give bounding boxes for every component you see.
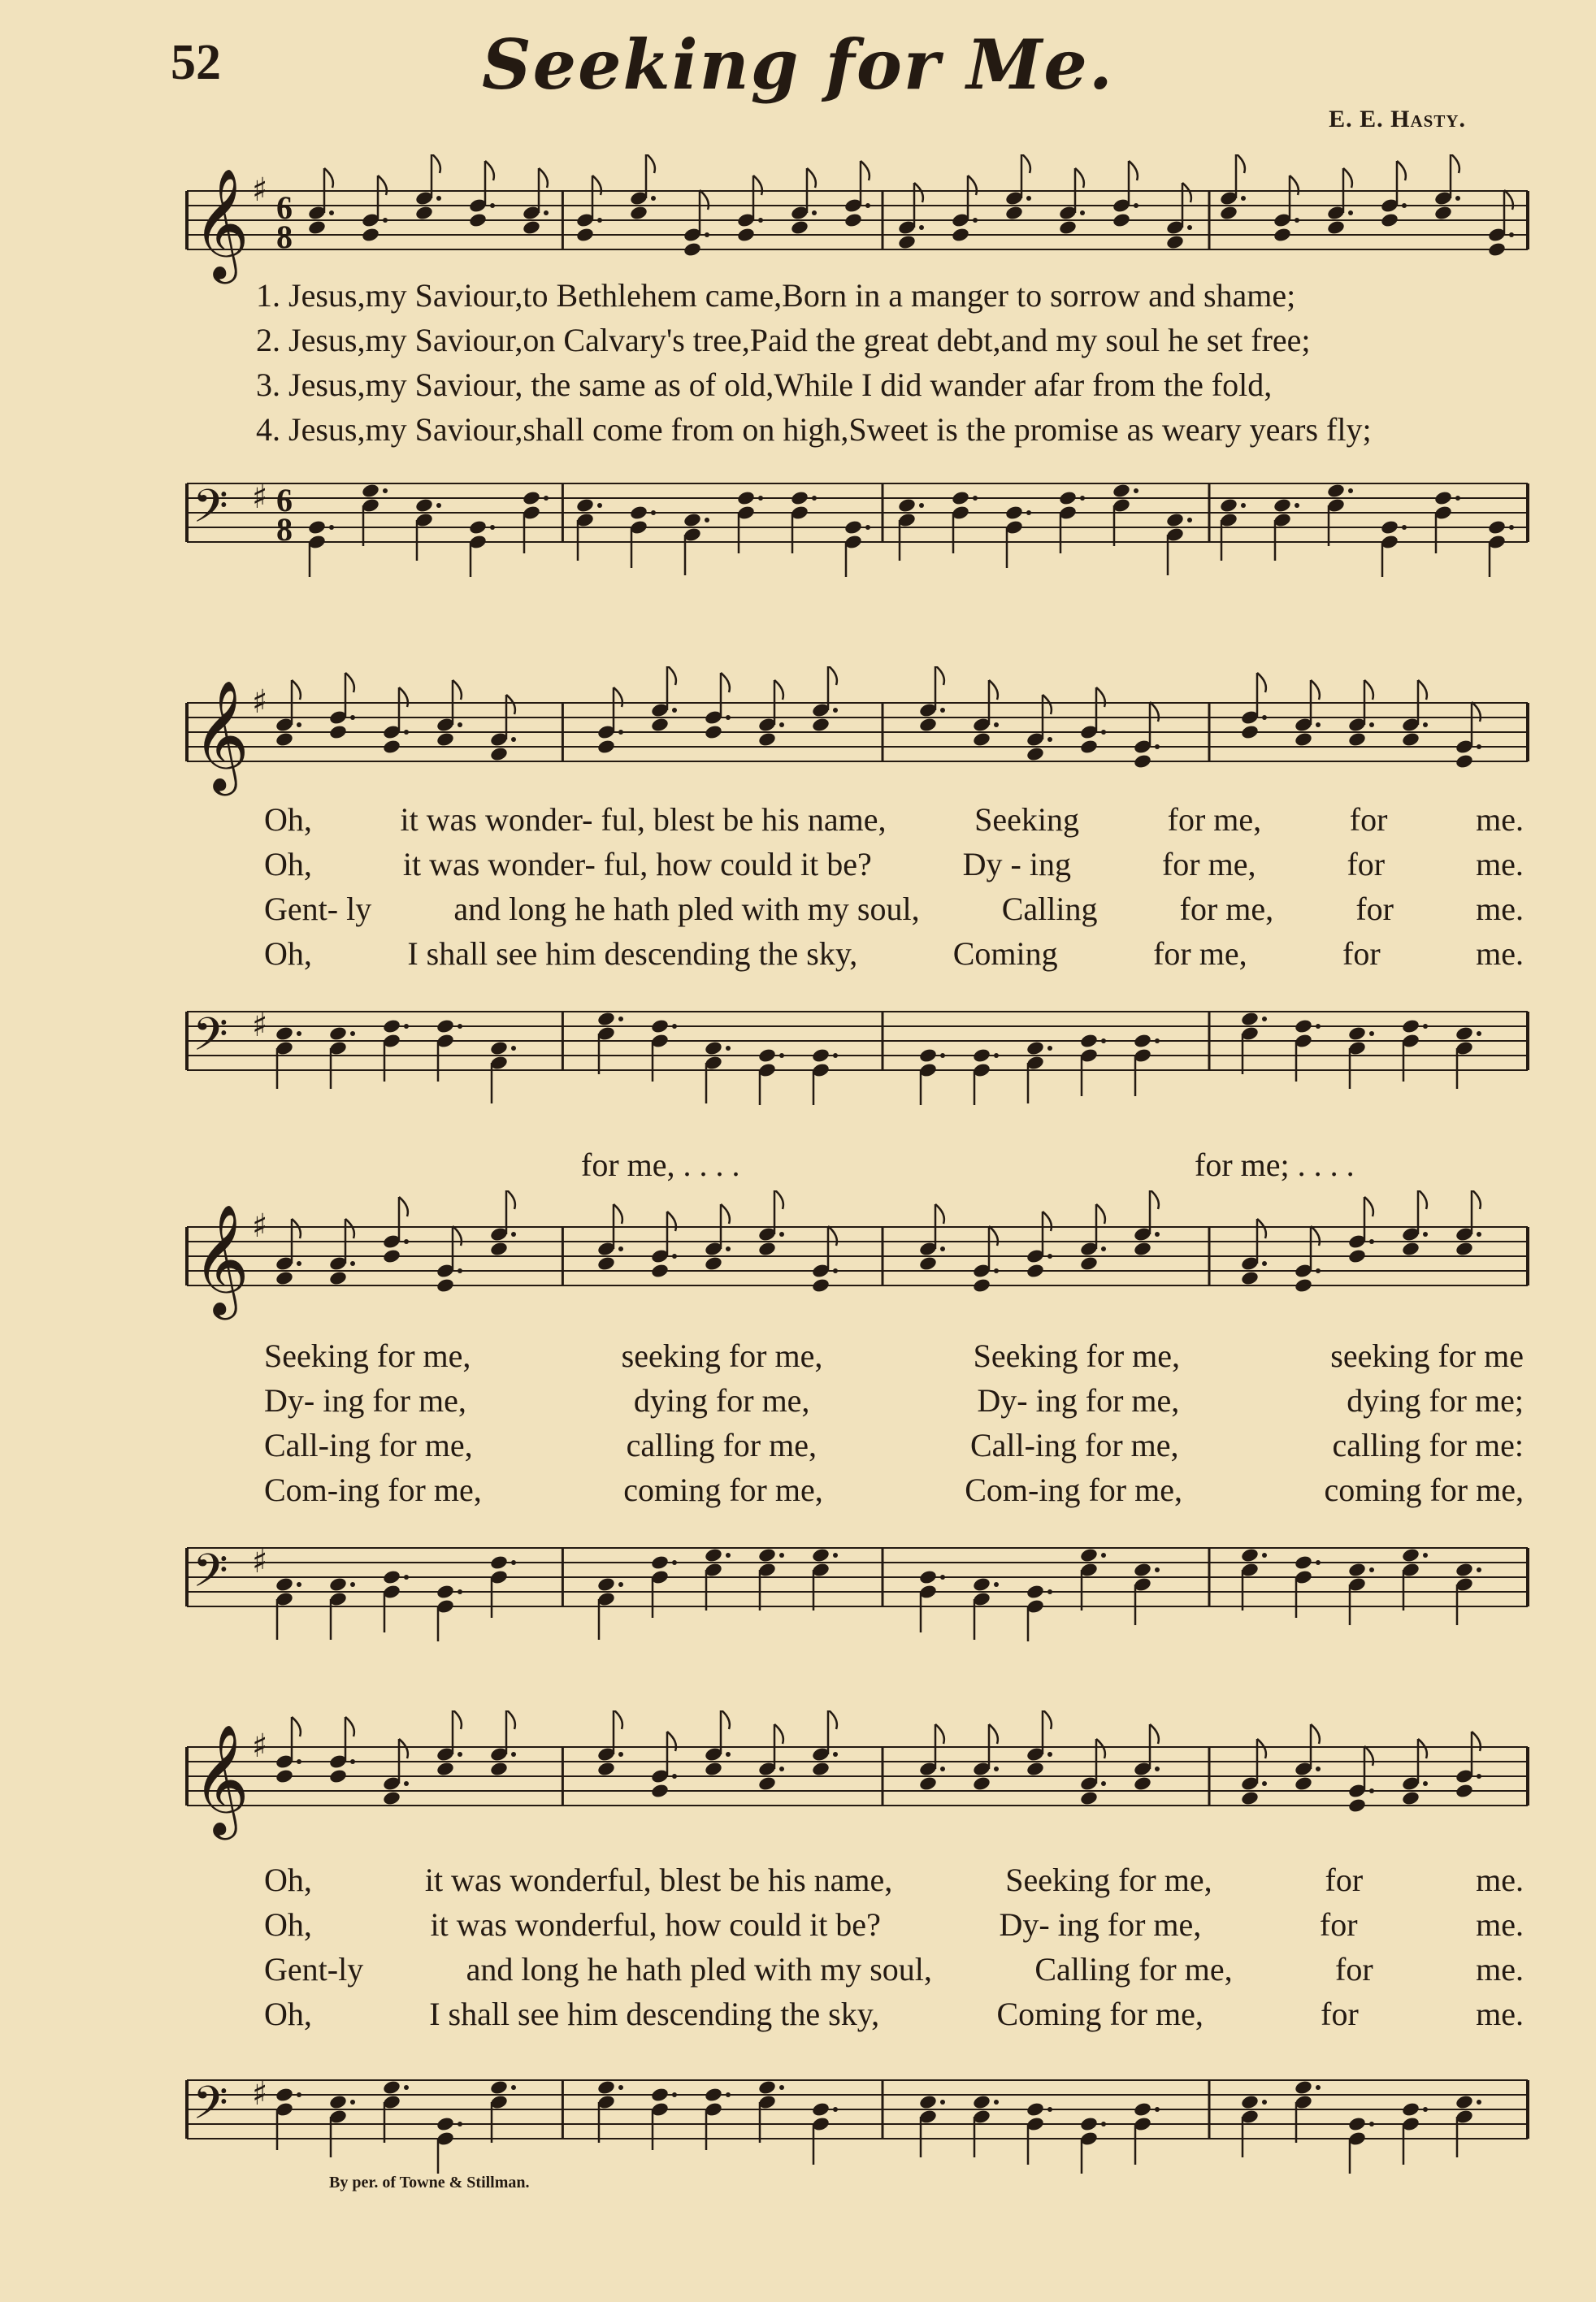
lyric-segment: Gent- ly	[264, 891, 372, 927]
lyric-segment: for me,	[1153, 935, 1247, 972]
lyric-segment: for	[1342, 935, 1381, 972]
lyric-segment: seeking for me,	[621, 1337, 823, 1374]
svg-text:𝄢: 𝄢	[193, 2077, 228, 2141]
svg-text:♯: ♯	[252, 479, 268, 516]
svg-text:♯: ♯	[252, 171, 268, 209]
lyric-segment: calling for me:	[1332, 1427, 1524, 1463]
treble-staff-3	[175, 1190, 1536, 1329]
verse-3: 3. Jesus,my Saviour, the same as of old,While I did wander afar from the fold,	[256, 366, 1273, 403]
lyric-segment: Coming for me,	[996, 1996, 1204, 2032]
page-number: 52	[171, 35, 221, 90]
lyric-segment: coming for me,	[1324, 1472, 1524, 1508]
lyric-segment: Com-ing for me,	[264, 1472, 482, 1508]
lyric-segment: Seeking for me,	[1005, 1862, 1212, 1898]
refrain-a-line-4	[264, 934, 1524, 973]
hymn-title: Seeking for Me.	[481, 24, 1115, 105]
lyric-segment: and long he hath pled with my soul,	[453, 891, 920, 927]
copyright-notice: By per. of Towne & Stillman.	[329, 2174, 530, 2191]
refrain-c-line-1	[264, 1861, 1524, 1899]
lyric-segment: I shall see him descending the sky,	[407, 935, 858, 972]
svg-text:𝄞: 𝄞	[193, 1723, 249, 1835]
refrain-c-line-2	[264, 1905, 1524, 1944]
refrain-c-line-4	[264, 1995, 1524, 2033]
lyric-segment: calling for me,	[626, 1427, 817, 1463]
svg-text:♯: ♯	[252, 1207, 268, 1245]
svg-text:♯: ♯	[252, 1728, 268, 1765]
lyric-segment: me.	[1476, 1906, 1524, 1943]
treble-staff-1	[175, 154, 1536, 293]
lyric-segment: dying for me,	[633, 1382, 810, 1419]
lyric-segment: Oh,	[264, 801, 312, 838]
refrain-a-line-3	[264, 890, 1524, 928]
lyric-segment: seeking for me	[1330, 1337, 1524, 1374]
lyric-segment: Gent-ly	[264, 1951, 364, 1988]
lyric-segment: Call-ing for me,	[264, 1427, 473, 1463]
lyric-segment: it was wonderful, blest be his name,	[424, 1862, 893, 1898]
svg-text:𝄞: 𝄞	[193, 678, 249, 791]
system-2	[175, 650, 1536, 1105]
lyric-segment: for me,	[1161, 846, 1256, 882]
for-me-label-1: for me, . . . .	[581, 1147, 740, 1183]
refrain-b-line-4	[264, 1471, 1524, 1509]
refrain-b-line-2	[264, 1381, 1524, 1420]
svg-text:𝄢: 𝄢	[193, 1545, 228, 1609]
lyric-segment: for me,	[1167, 801, 1262, 838]
lyric-segment: for	[1325, 1862, 1364, 1898]
lyric-segment: me.	[1476, 1951, 1524, 1988]
bass-staff-4	[175, 2044, 1536, 2174]
refrain-b-line-1	[264, 1337, 1524, 1375]
lyric-segment: for	[1355, 891, 1394, 927]
lyric-segment: Calling	[1001, 891, 1098, 927]
svg-text:8: 8	[276, 511, 293, 548]
lyric-segment: Dy- ing for me,	[977, 1382, 1180, 1419]
lyric-segment: I shall see him descending the sky,	[429, 1996, 880, 2032]
svg-text:♯: ♯	[252, 1007, 268, 1044]
bass-staff-2	[175, 975, 1536, 1105]
lyric-segment: Dy- ing for me,	[264, 1382, 466, 1419]
lyric-segment: Oh,	[264, 935, 312, 972]
lyric-segment: me.	[1476, 801, 1524, 838]
lyric-segment: me.	[1476, 1996, 1524, 2032]
treble-staff-2	[175, 666, 1536, 804]
lyric-segment: Calling for me,	[1034, 1951, 1233, 1988]
lyric-segment: for	[1321, 1996, 1359, 2032]
lyric-segment: Coming	[952, 935, 1058, 972]
svg-text:𝄞: 𝄞	[193, 167, 249, 279]
lyric-segment: for	[1349, 801, 1388, 838]
bass-staff-1	[175, 447, 1536, 577]
lyric-segment: Oh,	[264, 1906, 312, 1943]
lyric-segment: Dy- ing for me,	[999, 1906, 1202, 1943]
svg-text:♯: ♯	[252, 1543, 268, 1580]
lyric-segment: dying for me;	[1347, 1382, 1524, 1419]
refrain-b-line-3	[264, 1426, 1524, 1464]
system-1	[175, 122, 1536, 577]
lyric-segment: and long he hath pled with my soul,	[466, 1951, 932, 1988]
lyric-segment: it was wonder- ful, how could it be?	[402, 846, 872, 882]
lyric-segment: for	[1347, 846, 1386, 882]
lyric-segment: Seeking for me,	[264, 1337, 471, 1374]
lyric-segment: Oh,	[264, 1996, 312, 2032]
lyric-segment: for	[1335, 1951, 1373, 1988]
composer-credit: E. E. Hasty.	[1329, 106, 1466, 132]
refrain-a-line-2	[264, 845, 1524, 883]
lyric-segment: coming for me,	[623, 1472, 823, 1508]
treble-staff-4	[175, 1710, 1536, 1849]
svg-text:♯: ♯	[252, 2075, 268, 2113]
lyric-segment: Seeking	[974, 801, 1079, 838]
svg-text:𝄢: 𝄢	[193, 1008, 228, 1073]
lyric-segment: it was wonderful, how could it be?	[430, 1906, 881, 1943]
lyric-segment: Oh,	[264, 1862, 312, 1898]
system-4	[175, 1710, 1536, 2190]
lyric-segment: me.	[1476, 846, 1524, 882]
lyric-segment: Seeking for me,	[973, 1337, 1181, 1374]
svg-text:♯: ♯	[252, 683, 268, 721]
svg-text:6: 6	[276, 189, 293, 226]
lyric-segment: me.	[1476, 1862, 1524, 1898]
lyric-segment: me.	[1476, 935, 1524, 972]
lyric-segment: Oh,	[264, 846, 312, 882]
system-3	[175, 1146, 1536, 1641]
svg-text:8: 8	[276, 219, 293, 255]
for-me-label-2: for me; . . . .	[1195, 1147, 1355, 1183]
svg-text:𝄞: 𝄞	[193, 1203, 249, 1315]
lyric-segment: me.	[1476, 891, 1524, 927]
verse-4: 4. Jesus,my Saviour,shall come from on high,Sweet is the promise as weary years fly;	[256, 411, 1372, 448]
refrain-a-line-1	[264, 800, 1524, 839]
lyric-segment: for	[1319, 1906, 1358, 1943]
lyric-segment: for me,	[1179, 891, 1274, 927]
verse-2: 2. Jesus,my Saviour,on Calvary's tree,Paid the great debt,and my soul he set free;	[256, 322, 1311, 358]
svg-text:𝄢: 𝄢	[193, 480, 228, 544]
bass-staff-3	[175, 1511, 1536, 1641]
lyric-segment: it was wonder- ful, blest be his name,	[400, 801, 887, 838]
lyric-segment: Com-ing for me,	[965, 1472, 1182, 1508]
svg-text:6: 6	[276, 482, 293, 518]
lyric-segment: Call-ing for me,	[969, 1427, 1179, 1463]
refrain-c-line-3	[264, 1950, 1524, 1988]
lyric-segment: Dy - ing	[962, 846, 1071, 882]
verse-1: 1. Jesus,my Saviour,to Bethlehem came,Born in a manger to sorrow and shame;	[256, 277, 1296, 314]
